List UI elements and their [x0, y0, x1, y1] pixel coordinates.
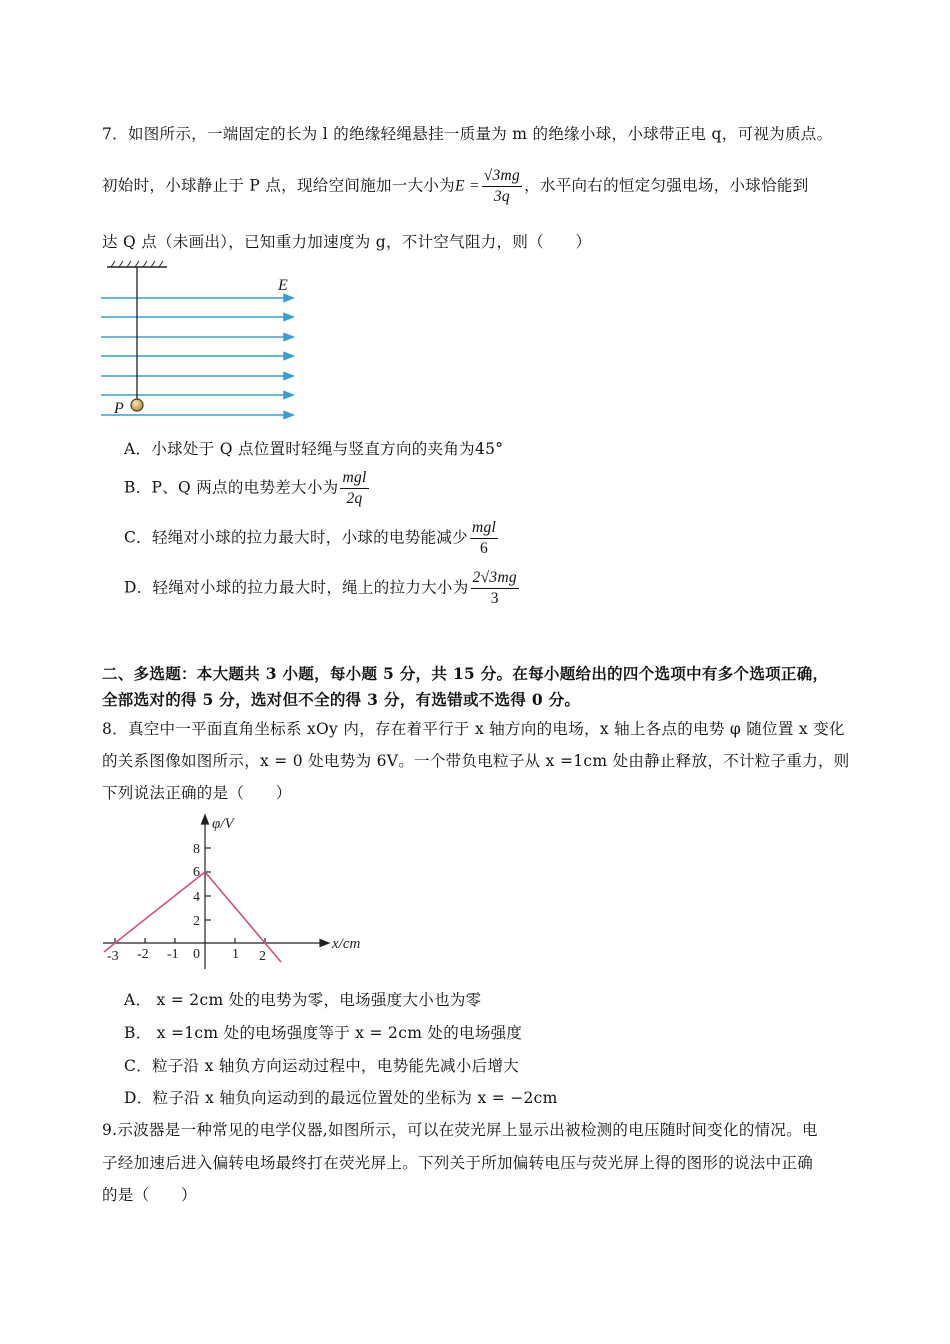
- ceiling-hatch-icon: [107, 261, 167, 267]
- q9-stem-line2: 子经加速后进入偏转电场最终打在荧光屏上。下列关于所加偏转电压与荧光屏上得的图形的说法中正确: [102, 1154, 814, 1172]
- q8-stem-line1: 8．真空中一平面直角坐标系 xOy 内，存在着平行于 x 轴方向的电场，x 轴上各点的电势 φ 随位置 x 变化: [102, 720, 845, 738]
- tick-labels: [107, 842, 266, 964]
- field-label: E: [278, 277, 288, 294]
- q7-field-formula-lhs: E =: [455, 177, 480, 195]
- q7-option-d: D．轻绳对小球的拉力最大时，绳上的拉力大小为 $\frac{2√3mg}{3}$: [124, 569, 517, 607]
- svg-text:1: 1: [232, 947, 239, 962]
- section2-header-line2: 全部选对的得 5 分，选对但不全的得 3 分，有选错或不选得 0 分。: [102, 690, 581, 709]
- y-axis-label: φ/V: [212, 816, 234, 832]
- svg-text:-3: -3: [107, 949, 119, 964]
- q8-stem-line3: 下列说法正确的是（ ）: [102, 784, 292, 802]
- field-lines: [101, 295, 293, 419]
- q7-stem-line2: [102, 166, 809, 207]
- q8-option-d: D．粒子沿 x 轴负向运动到的最远位置处的坐标为 x = −2cm: [124, 1089, 558, 1107]
- q7-option-b: B．P、Q 两点的电势差大小为 $\frac{\text{mgl}}{2q}$: [124, 469, 367, 507]
- q7-option-c: C．轻绳对小球的拉力最大时，小球的电势能减少 $\frac{\text{mgl}}{6}$: [124, 519, 497, 557]
- q8-stem-line2: 的关系图像如图所示，x = 0 处电势为 6V。一个带负电粒子从 x =1cm 处由静止释放，不计粒子重力，则: [102, 752, 850, 770]
- section2-header-line1: 二、多选题：本大题共 3 小题，每小题 5 分，共 15 分。在每小题给出的四个选项中有多个选项正确，: [102, 664, 829, 683]
- svg-text:2: 2: [193, 914, 200, 929]
- chart-axes: [103, 815, 329, 969]
- x-axis-label: x/cm: [332, 936, 361, 952]
- q8-option-b: B． x =1cm 处的电场强度等于 x = 2cm 处的电场强度: [124, 1024, 523, 1042]
- svg-text:2: 2: [259, 949, 266, 964]
- q7-stem-line1: 7．如图所示，一端固定的长为 l 的绝缘轻绳悬挂一质量为 m 的绝缘小球，小球带正电 q，可视为质点。: [102, 125, 833, 143]
- svg-text:6: 6: [193, 865, 200, 880]
- q7-pendulum-figure: [95, 255, 305, 425]
- q7-stem-line2-rest: ，水平向右的恒定匀强电场，小球恰能到: [524, 176, 809, 195]
- point-label: P: [114, 400, 124, 417]
- q7-option-a: A．小球处于 Q 点位置时轻绳与竖直方向的夹角为45°: [124, 440, 504, 458]
- svg-text:-1: -1: [167, 947, 179, 962]
- q7-field-formula: $\frac{√3mg}{3q}$: [483, 167, 521, 205]
- q8-option-c: C．粒子沿 x 轴负方向运动过程中，电势能先减小后增大: [124, 1057, 520, 1075]
- ball-icon: [131, 399, 143, 411]
- q7-stem-line3: 达 Q 点（未画出），已知重力加速度为 g，不计空气阻力，则（ ）: [102, 233, 592, 251]
- q8-potential-chart: [95, 805, 375, 975]
- x-axis-arrow-icon: [320, 940, 329, 947]
- svg-text:8: 8: [193, 842, 200, 857]
- q9-stem-line3: 的是（ ）: [102, 1186, 197, 1204]
- svg-text:4: 4: [193, 890, 200, 905]
- q9-stem-line1: 9.示波器是一种常见的电学仪器,如图所示，可以在荧光屏上显示出被检测的电压随时间变化的情况。电: [102, 1121, 818, 1139]
- svg-text:0: 0: [193, 947, 200, 962]
- q8-option-a: A． x = 2cm 处的电势为零，电场强度大小也为零: [124, 991, 482, 1009]
- q7-stem-line2-text: 初始时，小球静止于 P 点，现给空间施加一大小为: [102, 176, 455, 195]
- svg-text:-2: -2: [137, 947, 149, 962]
- y-axis-arrow-icon: [202, 815, 209, 824]
